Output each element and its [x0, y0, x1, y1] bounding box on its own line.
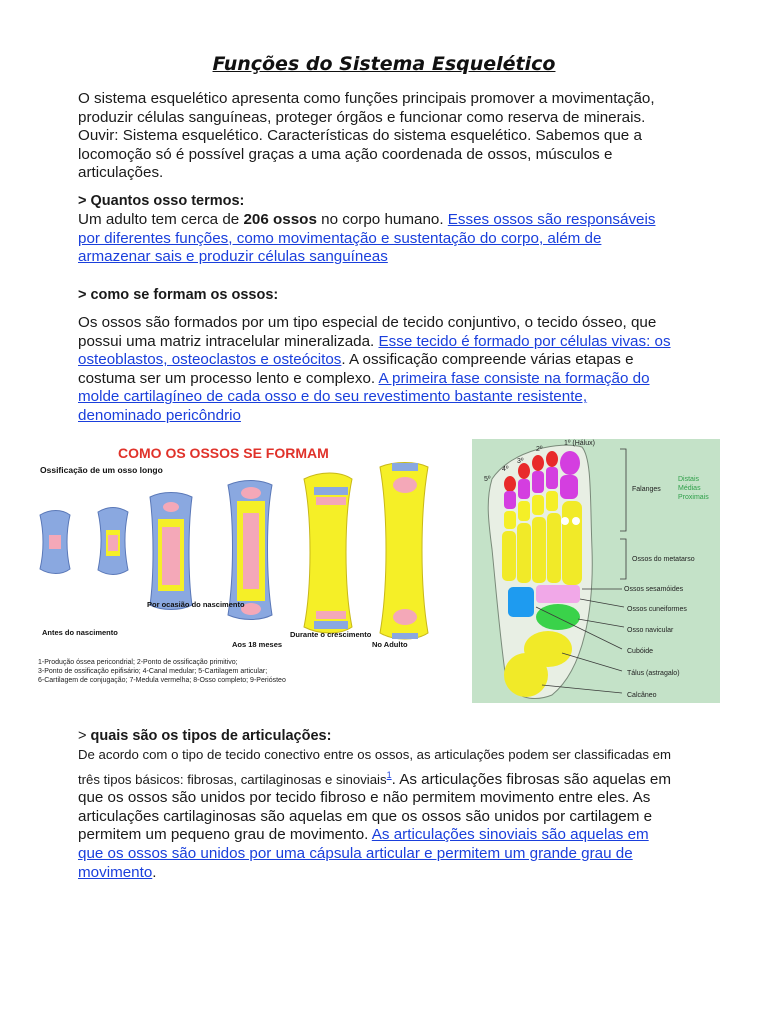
bone-formation-illustration — [0, 437, 440, 695]
figure1-legend-3: 6-Cartilagem de conjugação; 7-Medula vermelha; 8-Osso completo; 9-Periósteo — [38, 677, 286, 684]
section-heading-formation: > como se formam os ossos: — [78, 287, 279, 303]
label-toe-2: 2º — [536, 446, 543, 453]
formation-paragraph — [78, 314, 674, 426]
section-heading-bones-count: > Quantos osso termos: — [78, 193, 245, 209]
foot-bones-figure — [472, 439, 720, 703]
formation-text-1: Os ossos são formados por um tipo especial de tecido conjuntivo, o tecido ósseo, que possui uma matriz intracelular mineralizada. — [78, 314, 657, 350]
cuboid-bone — [508, 587, 534, 617]
bone-formation-figure — [0, 437, 440, 695]
label-cuneiformes: Ossos cuneiformes — [627, 606, 687, 613]
label-calcaneo: Calcâneo — [627, 692, 657, 699]
navicular-bone — [536, 604, 580, 630]
label-toe-3: 3º — [517, 458, 524, 465]
section-heading-joints — [78, 728, 331, 744]
label-metatarso: Ossos do metatarso — [632, 556, 695, 563]
bone-stage-2 — [98, 508, 128, 575]
label-navicular: Osso navicular — [627, 627, 674, 634]
label-medias: Médias — [678, 485, 701, 492]
joints-text: . As articulações fibrosas são aquelas em que os ossos são unidos por tecido fibroso e não permitem movimento entre eles. As articulações cartilaginosas são aquelas em que os ossos são unidos por cartilagem e permitem um pequeno grau de movimento. — [78, 770, 672, 844]
page-title: Funções do Sistema Esquelético — [212, 53, 556, 75]
label-falanges: Falanges — [632, 486, 661, 493]
cuneiform-bones — [536, 585, 580, 603]
bones-count-bold: 206 ossos — [243, 211, 317, 228]
label-sesamoides: Ossos sesamóides — [624, 586, 684, 593]
label-talus: Tálus (astragalo) — [627, 670, 680, 677]
joints-heading-text: quais são os tipos de articulações: — [90, 728, 332, 744]
figure1-legend-1: 1-Produção óssea pericondrial; 2-Ponto de ossificação primitivo; — [38, 659, 238, 666]
bones-functions-link[interactable]: Esses ossos são responsáveis por diferentes funções, como movimentação e sustentação do corpo, além de armazenar sais e produzir células sanguíneas — [78, 211, 656, 266]
intro-paragraph: O sistema esquelético apresenta como funções principais promover a movimentação, produzir células sanguíneas, proteger órgãos e funcionar como reserva de minerais. Ouvir: Sistema esquelético. Características do sistema esquelético. Sabemos que a locomoção só é possível graças a uma ação coordenada de ossos, músculos e articulações. — [78, 90, 655, 182]
calcaneus-bone — [504, 653, 548, 697]
stage-label-2: Por ocasião do nascimento — [147, 600, 245, 609]
label-toe-5: 5º — [484, 476, 491, 483]
joints-paragraph — [78, 746, 674, 882]
stage-label-3: Aos 18 meses — [232, 640, 283, 649]
foot-bones-illustration — [472, 439, 720, 703]
formation-text-2: . A ossificação compreende várias etapas e costuma ser um processo lento e complexo. — [78, 351, 634, 387]
first-phase-link[interactable]: A primeira fase consiste na formação do molde cartilagíneo de cada osso e do seu revestimento bastante resistente, denominado pericôndrio — [78, 369, 650, 424]
label-cuboide: Cubóide — [627, 648, 654, 655]
bone-stage-4 — [228, 481, 272, 620]
joints-end: . — [152, 863, 157, 881]
figure1-title: COMO OS OSSOS SE FORMAM — [118, 445, 329, 461]
figure1-legend-2: 3-Ponto de ossificação epifisário; 4-Canal medular; 5-Cartilagem articular; — [38, 668, 268, 675]
stage-label-1: Antes do nascimento — [42, 628, 118, 637]
joints-small-text: De acordo com o tipo de tecido conectivo entre os ossos, as articulações podem ser classificadas em três tipos básicos: fibrosas, cartilaginosas e sinoviais — [78, 747, 671, 787]
figure1-subtitle: Ossificação de um osso longo — [40, 465, 163, 475]
label-toe-4: 4º — [502, 466, 509, 473]
footnote-link[interactable]: 1 — [386, 769, 392, 780]
bones-count-text-after: no corpo humano. — [316, 211, 448, 228]
joints-heading-arrow: > — [78, 728, 87, 744]
stage-label-4: Durante o crescimento — [290, 630, 372, 639]
label-proximais: Proximais — [678, 494, 709, 501]
synovial-joints-link[interactable]: As articulações sinoviais são aquelas em que os ossos são unidos por uma cápsula articular e permitem um grande grau de movimento — [78, 826, 649, 881]
bones-count-text: Um adulto tem cerca de — [78, 211, 244, 228]
bone-stage-5 — [304, 473, 352, 633]
bone-stage-3 — [150, 493, 192, 610]
bone-stage-adult — [380, 463, 428, 640]
label-halux: 1º (Hálux) — [564, 440, 595, 447]
bone-stage-1 — [40, 511, 70, 574]
bone-cells-link[interactable]: Esse tecido é formado por células vivas: os osteoblastos, osteoclastos e osteócitos — [78, 332, 671, 369]
stage-label-5: No Adulto — [372, 640, 408, 649]
label-distais: Distais — [678, 476, 700, 483]
bones-count-paragraph — [78, 211, 674, 267]
